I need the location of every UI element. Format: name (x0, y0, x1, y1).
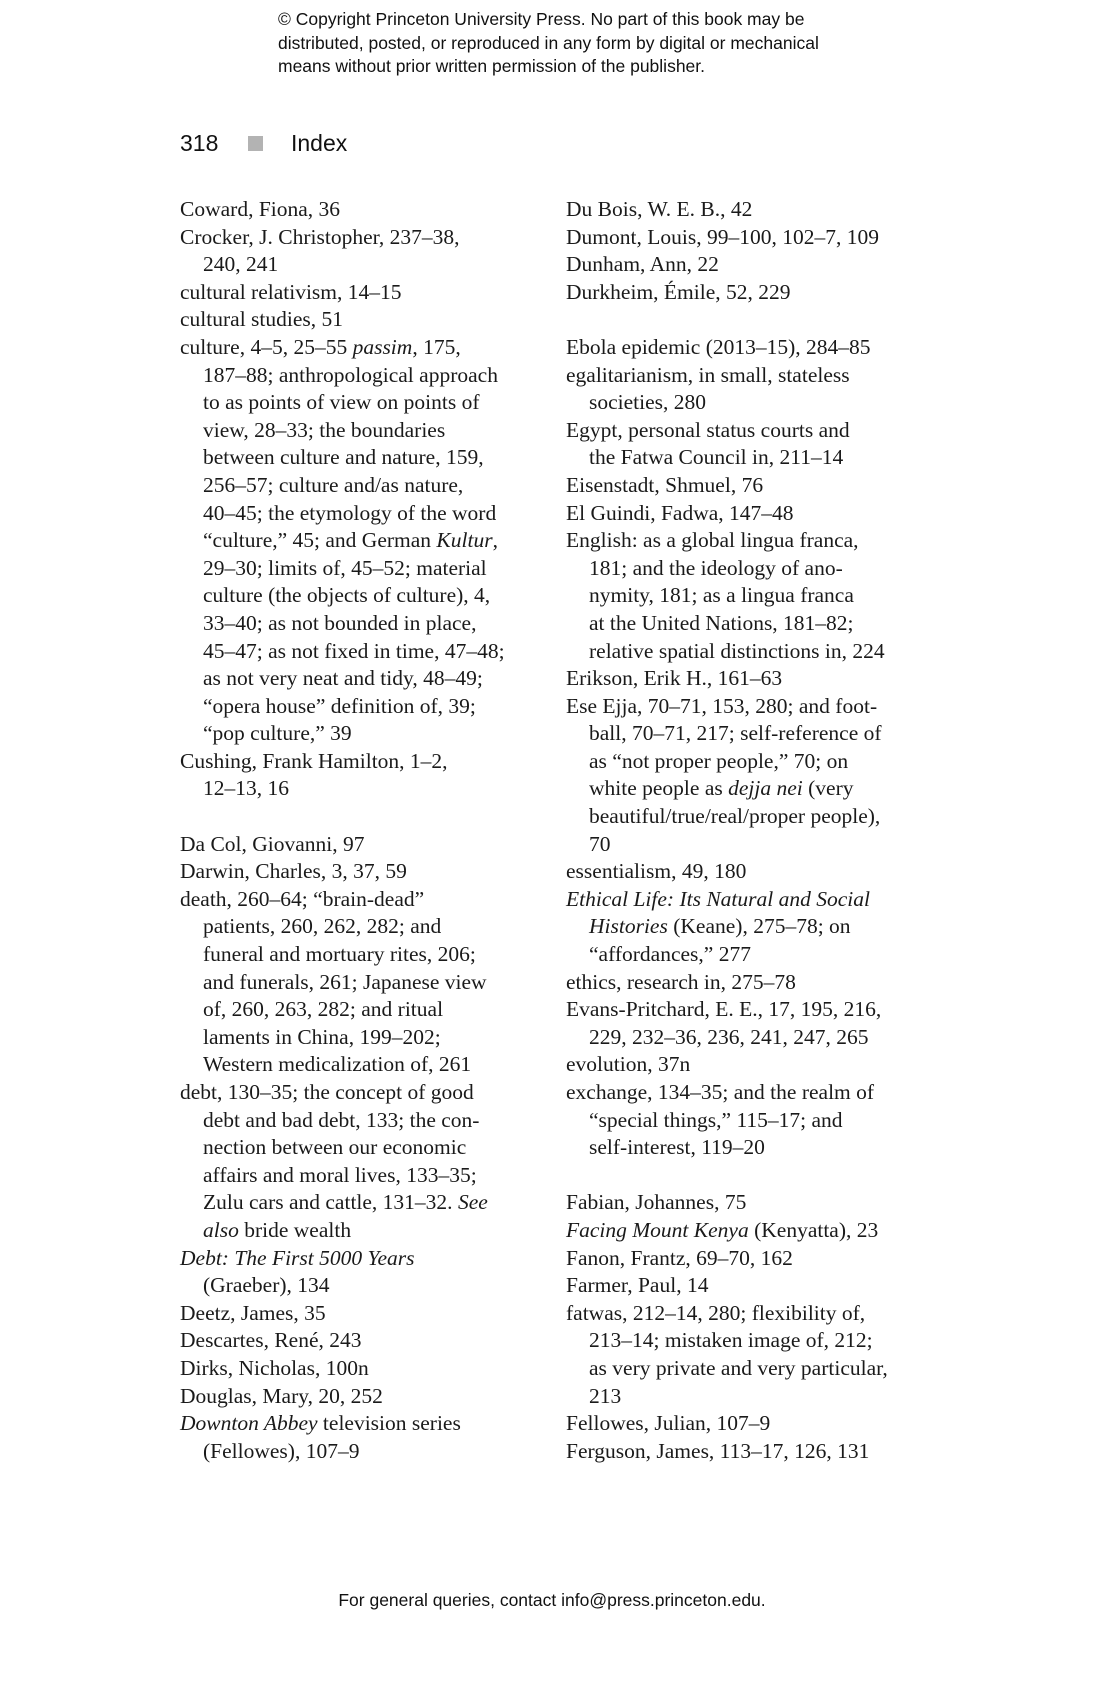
index-entry-text: Farmer, Paul, 14 (566, 1273, 709, 1298)
index-entry (180, 1245, 555, 1300)
index-entry (566, 251, 941, 279)
index-entry-text: of, 260, 263, 282; and ritual (203, 997, 444, 1022)
index-entry-text: 40–45; the etymology of the word (203, 500, 497, 525)
index-entry-text: ball, 70–71, 217; self-reference of (589, 721, 882, 746)
index-entry-text: El Guindi, Fadwa, 147–48 (566, 500, 794, 525)
index-entry (566, 362, 941, 417)
index-entry (566, 279, 941, 307)
index-entry-text: , 175, (412, 334, 461, 359)
index-entry-text: “special things,” 115–17; and (589, 1107, 843, 1132)
header-square-ornament (248, 136, 263, 151)
index-entry (566, 500, 941, 528)
index-entry (180, 1355, 555, 1383)
index-entry (180, 831, 555, 859)
index-entry (180, 224, 555, 279)
index-entry (566, 1272, 941, 1300)
index-entry-text: societies, 280 (589, 390, 707, 415)
index-entry-text: as very private and very particular, (589, 1355, 888, 1380)
index-entry (566, 1079, 941, 1162)
index-entry-text: 240, 241 (203, 252, 279, 277)
index-entry-text: 187–88; anthropological approach (203, 362, 498, 387)
index-entry-text: bride wealth (238, 1217, 352, 1242)
index-entry (180, 748, 555, 803)
index-entry (566, 1438, 941, 1466)
running-header (180, 128, 347, 158)
copyright-line: distributed, posted, or reproduced in any form by digital or mechanical (278, 32, 819, 53)
index-entry-text: Evans-Pritchard, E. E., 17, 195, 216, (566, 997, 882, 1022)
index-entry-text: between culture and nature, 159, (203, 445, 484, 470)
index-entry-text: 229, 232–36, 236, 241, 247, 265 (589, 1024, 869, 1049)
index-entry-text: 213–14; mistaken image of, 212; (589, 1328, 873, 1353)
index-entry-text: self-interest, 119–20 (589, 1135, 765, 1160)
index-entry-text: Durkheim, Émile, 52, 229 (566, 279, 791, 304)
index-entry-text: cultural relativism, 14–15 (180, 279, 402, 304)
index-entry-text: debt, 130–35; the concept of good (180, 1080, 474, 1104)
index-entry-text: Douglas, Mary, 20, 252 (180, 1383, 383, 1408)
index-entry-text: , (492, 528, 498, 553)
index-entry-text: essentialism, 49, 180 (566, 859, 747, 884)
index-entry (180, 858, 555, 886)
index-entry-text: Fellowes, Julian, 107–9 (566, 1411, 771, 1436)
index-entry-italic-text: Facing Mount Kenya (566, 1217, 749, 1242)
index-entry-text: Fabian, Johannes, 75 (566, 1190, 747, 1215)
index-entry-italic-text: Debt: The First 5000 Years (180, 1245, 415, 1270)
index-entry-text: Ebola epidemic (2013–15), 284–85 (566, 334, 871, 359)
index-entry-text: Ese Ejja, 70–71, 153, 280; and foot- (566, 693, 878, 718)
index-entry-text: 213 (589, 1383, 622, 1408)
index-entry-text: Darwin, Charles, 3, 37, 59 (180, 859, 407, 884)
index-entry-text: Cushing, Frank Hamilton, 1–2, (180, 748, 448, 773)
index-entry-text: (Fellowes), 107–9 (203, 1438, 360, 1463)
index-entry-text: Da Col, Giovanni, 97 (180, 831, 365, 856)
index-entry (566, 196, 941, 224)
index-entry-text: Descartes, René, 243 (180, 1328, 362, 1353)
index-entry (566, 996, 941, 1051)
index-entry-text: to as points of view on points of (203, 390, 480, 415)
index-entry-text: 181; and the ideology of ano- (589, 555, 843, 580)
letter-group-gap (566, 1162, 941, 1190)
index-entry-text: view, 28–33; the boundaries (203, 417, 446, 442)
index-entry-text: “opera house” definition of, 39; (203, 693, 476, 718)
index-entry-text: Ferguson, James, 113–17, 126, 131 (566, 1438, 870, 1463)
index-entry-text: (Keane), 275–78; on (667, 914, 851, 939)
index-entry-text: Fanon, Frantz, 69–70, 162 (566, 1245, 793, 1270)
index-entry-italic-text: also (203, 1217, 239, 1242)
index-entry-italic-text: See (457, 1190, 488, 1215)
index-column-left (180, 196, 555, 1465)
index-entry-text: Erikson, Erik H., 161–63 (566, 666, 783, 691)
index-entry-italic-text: Downton Abbey (180, 1411, 318, 1436)
index-entry-text: funeral and mortuary rites, 206; (203, 942, 476, 967)
index-entry-text: exchange, 134–35; and the realm of (566, 1080, 875, 1104)
index-entry-text: at the United Nations, 181–82; (589, 610, 854, 635)
index-entry-text: Deetz, James, 35 (180, 1300, 326, 1325)
index-entry-text: 45–47; as not fixed in time, 47–48; (203, 638, 505, 663)
index-entry-italic-text: Ethical Life: Its Natural and Social (566, 886, 870, 911)
index-entry-text: as “not proper people,” 70; on (589, 748, 849, 773)
index-entry-text: evolution, 37n (566, 1052, 691, 1077)
index-entry-italic-text: Kultur (436, 528, 493, 553)
index-entry-text: Coward, Fiona, 36 (180, 197, 341, 221)
index-entry-text: Du Bois, W. E. B., 42 (566, 197, 753, 221)
index-entry-text: (very (802, 776, 854, 801)
copyright-line: means without prior written permission of the publisher. (278, 56, 706, 76)
index-entry-text: Crocker, J. Christopher, 237–38, (180, 224, 460, 249)
index-entry-text: affairs and moral lives, 133–35; (203, 1162, 477, 1187)
index-entry (566, 224, 941, 252)
index-entry (566, 1051, 941, 1079)
index-entry-text: the Fatwa Council in, 211–14 (589, 445, 844, 470)
footer-contact: For general queries, contact info@press.princeton.edu. (338, 1590, 766, 1610)
index-entry-text: English: as a global lingua franca, (566, 528, 859, 553)
index-entry (566, 886, 941, 969)
copyright-line: © Copyright Princeton University Press. No part of this book may be (278, 9, 805, 29)
index-entry (180, 306, 555, 334)
index-entry (566, 1189, 941, 1217)
index-entry-text: Eisenstadt, Shmuel, 76 (566, 472, 764, 497)
index-entry-text: Western medicalization of, 261 (203, 1052, 472, 1077)
index-entry-text: death, 260–64; “brain-dead” (180, 886, 425, 911)
index-entry (566, 969, 941, 997)
index-entry (180, 1079, 555, 1245)
index-entry-text: Dunham, Ann, 22 (566, 252, 719, 277)
index-entry (180, 1327, 555, 1355)
index-entry (180, 886, 555, 1079)
index-entry (566, 472, 941, 500)
index-entry-text: egalitarianism, in small, stateless (566, 362, 850, 387)
index-entry (566, 1300, 941, 1410)
index-entry-text: relative spatial distinctions in, 224 (589, 638, 885, 663)
index-entry-italic-text: passim (352, 334, 413, 359)
index-entry-italic-text: dejja nei (728, 776, 803, 801)
index-entry (566, 417, 941, 472)
index-entry-text: television series (317, 1411, 461, 1436)
page-number: 318 (180, 129, 219, 156)
index-entry-text: cultural studies, 51 (180, 307, 344, 332)
index-entry (180, 1383, 555, 1411)
index-entry-text: debt and bad debt, 133; the con- (203, 1107, 480, 1132)
index-entry (566, 527, 941, 665)
index-entry (180, 1410, 555, 1465)
index-entry-italic-text: Histories (589, 914, 668, 939)
index-entry (180, 196, 555, 224)
index-entry-text: nymity, 181; as a lingua franca (589, 583, 854, 608)
index-entry (566, 1410, 941, 1438)
index-column-right (566, 196, 941, 1465)
index-entry-text: laments in China, 199–202; (203, 1024, 441, 1049)
index-entry-text: culture, 4–5, 25–55 (180, 334, 353, 359)
index-entry (566, 334, 941, 362)
copyright-notice (278, 8, 918, 79)
index-entry (566, 693, 941, 859)
index-entry-text: “culture,” 45; and German (203, 528, 437, 553)
index-entry-text: Dirks, Nicholas, 100n (180, 1355, 369, 1380)
index-entry-text: white people as (589, 776, 729, 801)
index-entry-text: and funerals, 261; Japanese view (203, 969, 487, 994)
index-entry-text: nection between our economic (203, 1135, 467, 1160)
index-entry-text: beautiful/true/real/proper people), (589, 804, 881, 829)
index-entry (180, 334, 555, 748)
index-entry-text: as not very neat and tidy, 48–49; (203, 666, 483, 691)
index-entry (180, 1300, 555, 1328)
index-entry-text: culture (the objects of culture), 4, (203, 583, 491, 608)
index-entry-text: patients, 260, 262, 282; and (203, 914, 442, 939)
section-title: Index (291, 129, 348, 156)
index-entry-text: Dumont, Louis, 99–100, 102–7, 109 (566, 224, 879, 249)
index-entry (566, 858, 941, 886)
index-entry-text: Egypt, personal status courts and (566, 417, 850, 442)
index-entry (566, 665, 941, 693)
index-entry (180, 279, 555, 307)
index-entry-text: fatwas, 212–14, 280; flexibility of, (566, 1300, 866, 1325)
index-entry-text: 256–57; culture and/as nature, (203, 472, 464, 497)
index-entry-text: “affordances,” 277 (589, 942, 751, 967)
index-entry-text: (Graeber), 134 (203, 1273, 330, 1298)
index-entry-text: 70 (589, 831, 611, 856)
index-entry-text: 33–40; as not bounded in place, (203, 610, 477, 635)
letter-group-gap (180, 803, 555, 831)
index-entry-text: (Kenyatta), 23 (748, 1217, 879, 1242)
index-entry (566, 1245, 941, 1273)
index-entry-text: 29–30; limits of, 45–52; material (203, 555, 487, 580)
letter-group-gap (566, 306, 941, 334)
index-entry-text: Zulu cars and cattle, 131–32. (203, 1190, 458, 1215)
index-entry-text: “pop culture,” 39 (203, 721, 352, 746)
index-entry-text: ethics, research in, 275–78 (566, 969, 796, 994)
index-entry (566, 1217, 941, 1245)
index-entry-text: 12–13, 16 (203, 776, 289, 801)
